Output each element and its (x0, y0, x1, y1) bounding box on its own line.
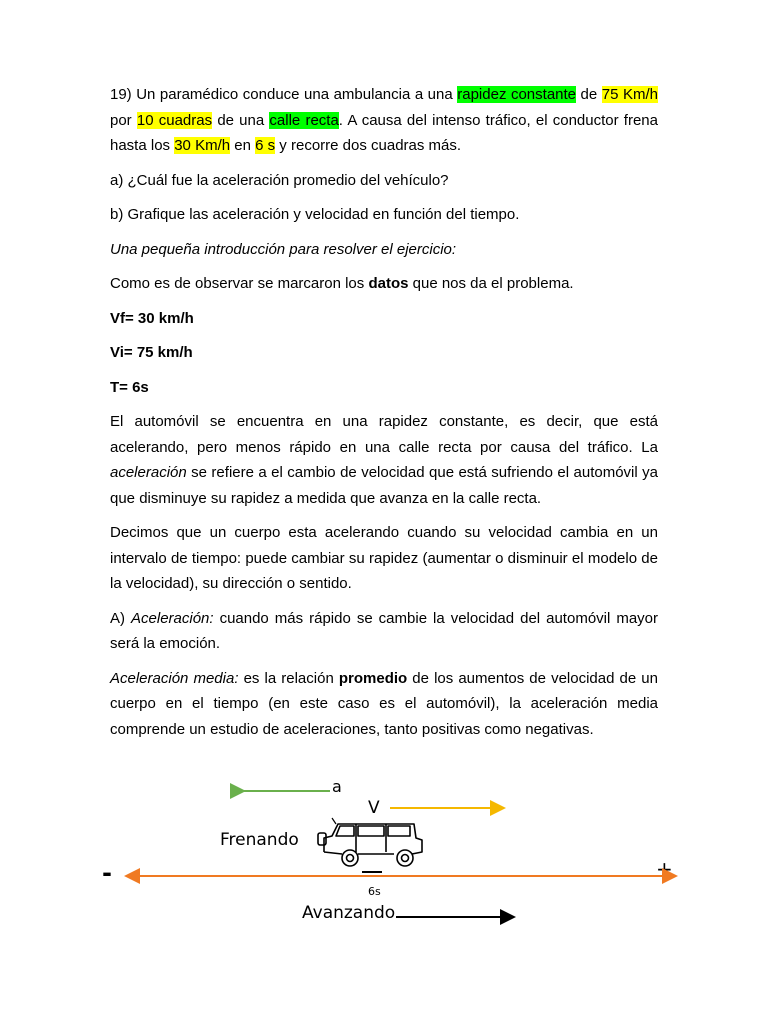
question-a: a) ¿Cuál fue la aceleración promedio del vehículo? (110, 171, 449, 189)
label-minus: - (102, 859, 112, 887)
data-vi: Vi= 75 km/h (110, 344, 193, 361)
data-vf: Vf= 30 km/h (110, 309, 194, 327)
data-t: T= 6s (110, 378, 149, 396)
highlight-75kmh: 75 Km/h (601, 86, 658, 103)
label-plus: + (656, 857, 673, 881)
label-frenando: Frenando (220, 830, 299, 850)
observe-text: Como es de observar se marcaron los datos que nos da el problema. (110, 275, 574, 292)
paragraph-1: El automóvil se encuentra en una rapidez constante, es decir, que está acelerando, pero menos rápido en una calle recta por causa del tráfico. La aceleración se refiere a el cambio de velocidad que está sufriendo el automóvil ya que disminuye su rapidez a medida que avanza en la calle recta. (110, 413, 658, 507)
label-a: a (332, 777, 342, 796)
paragraph-2: Decimos que un cuerpo esta acelerando cuando su velocidad cambia en un intervalo de tiempo: puede cambiar su rapidez (aumentar o disminuir el modelo de la velocidad), su dirección o sentido. (110, 524, 658, 592)
intro-text: Una pequeña introducción para resolver el ejercicio: (110, 240, 457, 258)
document-body (110, 82, 658, 751)
highlight-30kmh: 30 Km/h (174, 137, 231, 154)
problem-statement: 19) Un paramédico conduce una ambulancia a una rapidez constante de 75 Km/h por 10 cuadras de una calle recta. A causa del intenso tráfico, el conductor frena hasta los 30 Km/h en 6 s y recorre dos cuadras más. (110, 86, 658, 154)
motion-diagram (0, 760, 768, 940)
paragraph-3: A) Aceleración: cuando más rápido se cambie la velocidad del automóvil mayor será la emoción. (110, 609, 659, 652)
question-b: b) Grafique las aceleración y velocidad en función del tiempo. (110, 206, 520, 223)
label-avanzando: Avanzando (302, 903, 396, 923)
highlight-rapidez: rapidez constante (457, 86, 577, 103)
car-icon (318, 818, 422, 866)
highlight-10-cuadras: 10 cuadras (136, 111, 213, 129)
label-v: V (368, 798, 380, 818)
highlight-calle-recta: calle recta (269, 111, 339, 129)
highlight-6s: 6 s (255, 137, 276, 154)
paragraph-4: Aceleración media: es la relación promedio de los aumentos de velocidad de un cuerpo en el tiempo (en este caso es el automóvil), la aceleración media comprende un estudio de aceleraciones, tanto positivas como negativas. (110, 669, 658, 738)
label-time: 6s (368, 885, 381, 898)
